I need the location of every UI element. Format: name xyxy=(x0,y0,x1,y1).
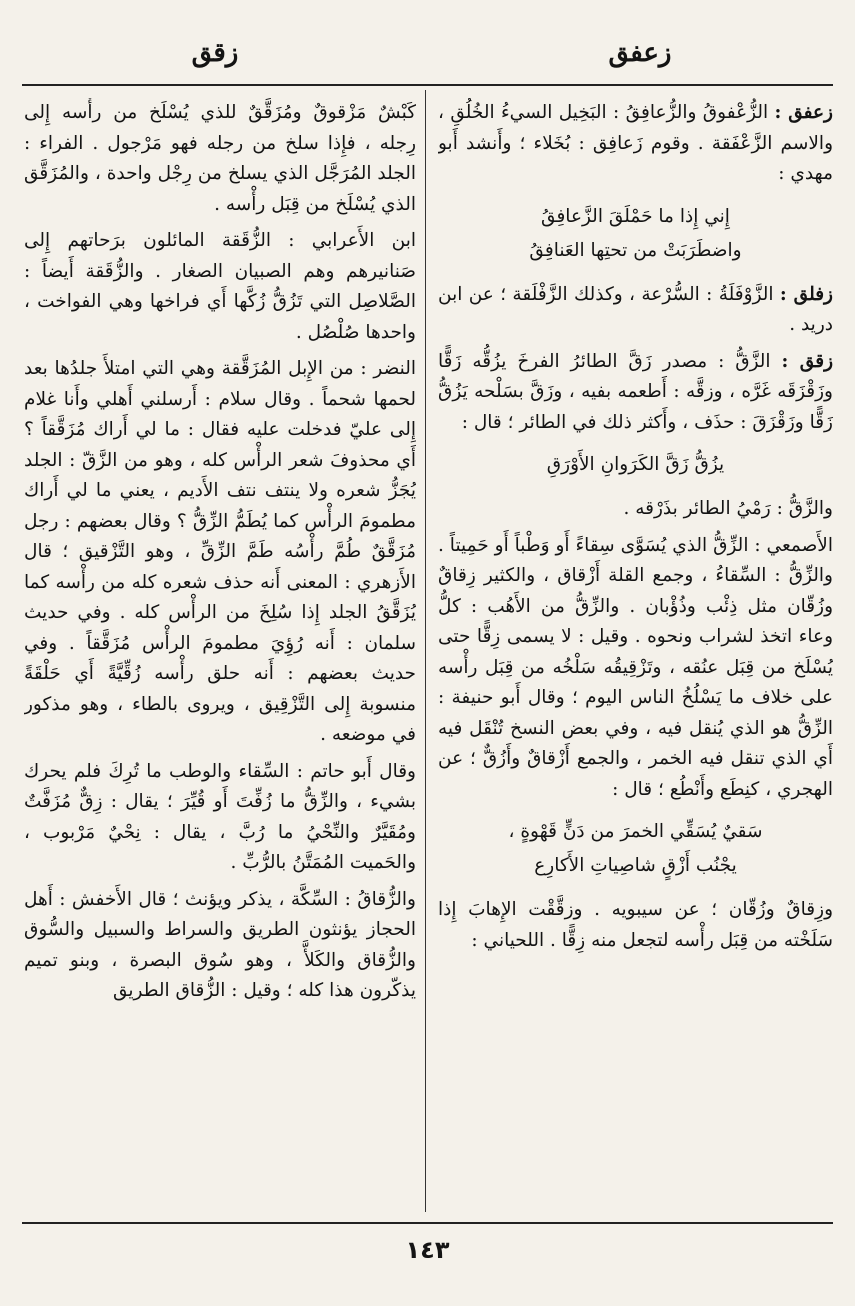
footer-rule xyxy=(22,1222,833,1224)
header-right-word: زعفق xyxy=(608,38,672,68)
verse-line: يجْنُب أَزْقٍ شاصِياتِ الأَكارِع xyxy=(534,855,737,876)
entry-text-zaqaq: الزَّقُّ : مصدر زَقَّ الطائرُ الفرخَ يزُقُّه زَقًّا وزَقْزَقَه غَرَّه ، وزقَّه : أَطعمه بفيه ، وزَقَّ بسَلْحه يَزُقُّ زَقًّا وزَقْزَقَ : حذَف ، وأَكثر ذلك في الطائر ؛ قال : xyxy=(438,350,833,433)
paragraph: والزُّقاقُ : السِّكَّة ، يذكر ويؤنث ؛ قال الأَخفش : أَهل الحجاز يؤنثون الطريق والسراط والسبيل والسُّوق والزُّقاق والكَلأَّ ، وهو سُوق البصرة ، وبنو تميم يذكّرون هذا كله ؛ وقيل : الزُّقاق الطريق xyxy=(24,888,416,1001)
paragraph: النضر : من الإِبل المُزَقَّقة وهي التي امتلأَ جلدُها بعد لحمها شحماً . وقال سلام : أَرسلني أَهلي وأَنا غلام إِلى عليّ فدخلت عليه فقال : ما لي أَراك مُزَقَّقاً ؟ أَي محذوفَ شعر الرأْس كله ، وهو من الزَّقّ : الجلد يُجَزُّ شعره ولا ينتف نتف الأَديم ، يعني ما لي أَراك مطمومَ الرأْس كما يُطَمُّ الزِّقُّ ؟ وقال بعضهم : رجل مُزَقَّقٌ طُمَّ رأْسُه طَمَّ الزِّقِّ ، وهو التَّزْقيق ؛ قال الأَزهري : المعنى أَنه حذف شعره كله من رأْسه كما يُزَقَّقُ الجلد إِذا سُلِخَ من الرأْس كله . وفي حديث سلمان : أَنه رُؤِيَ مطمومَ الرأْس مُزَقَّقاً . وفي حديث بعضهم : أَنه حلق رأْسه زُقِّيَّةً أَي حَلْقَةً منسوبة إِلى التَّزْقِيق ، ويروى بالطاء ، وهو مذكور في موضعه . xyxy=(24,358,416,745)
paragraph: الأَصمعي : الزِّقُّ الذي يُسَوَّى سِقاءً أَو وَطْباً أَو حَمِيتاً . والزِّقُّ : السِّقاءُ ، وجمع القلة أَزْقاق ، والكثير زِقاقٌ وزُقّان مثل ذِئْب وذُؤْبان . والزِّقُّ من الأَهُب : كلُّ وعاء اتخذ لشراب ونحوه . وقيل : لا يسمى زِقًّا حتى يُسْلَخ من قِبَل عنُقه ، وتَزْقِيقُه سَلْخُه من قِبَل رأْسه على خلاف ما يَسْلُخُ الناس اليوم ؛ وقال أَبو حنيفة : الزِّقُّ هو الذي يُنقل فيه ، وفي بعض النسخ تُنْقَل فيه أَي الذي تنقل فيه الخمر ، والجمع أَزْقاقٌ وأَزُقٌّ ؛ عن الهجري ، كنِطَع وأَنْطُع ؛ قال : xyxy=(438,534,833,800)
verse-zaafaq xyxy=(438,200,833,268)
entry-zaqaq xyxy=(438,347,833,439)
verse-karawan xyxy=(438,448,833,482)
right-column xyxy=(438,98,833,1213)
verse-line: إِني إِذا ما حَمْلَقَ الزَّعافِقُ xyxy=(541,205,730,227)
verse-khamr xyxy=(438,815,833,883)
header-left-word: زقق xyxy=(191,38,239,68)
entry-head-zaqaq: زقق : xyxy=(781,350,833,372)
header-rule xyxy=(22,84,833,86)
entry-text-zaafaq: الزُّعْفوقُ والزُّعافِقُ : البَخِيل السيءُ الخُلُقِ ، والاسم الزَّعْفَقة . وقوم زَعافِق : بُخَلاء ؛ وأَنشد أَبو مهدي : xyxy=(438,102,833,184)
paragraph: وزِقاقٌ وزُقّان ؛ عن سيبويه . وزقَّقْت الإِهابَ إِذا سَلَخْته من قِبَل رأْسه لتجعل منه زِقًّا . اللحياني : xyxy=(438,899,833,951)
page-number: ١٤٣ xyxy=(405,1236,450,1264)
page-header xyxy=(0,38,855,82)
entry-head-zaafaq: زعفق : xyxy=(774,102,833,123)
verse-line: واضطَرَبَتْ من تحتِها العَنافِقُ xyxy=(529,239,742,261)
paragraph: كَبْشٌ مَزْقوقٌ ومُزَقَّقٌ للذي يُسْلَخ من رأْسه إِلى رِجله ، فإِذا سلخ من رجله فهو مَرْجول . الفراء : الجلد المُرَجَّل الذي يسلخ من رِجْل واحدة ، والمُزَقَّق الذي يُسْلَخ من قِبَل رأْسه . xyxy=(24,102,416,215)
verse-line: يزُقُّ زَقَّ الكَرَوانِ الأَوْرَقِ xyxy=(546,454,725,475)
column-divider xyxy=(425,90,426,1212)
entry-zafalaq xyxy=(438,280,833,341)
entry-head-zafalaq: زفلق : xyxy=(779,283,833,305)
paragraph: ابن الأَعرابي : الزُّقَقة المائلون برَحاتهم إِلى صَنانيرهم وهم الصبيان الصغار . والزُّقَقة أَيضاً : الصَّلاصِل التي تَزُقُّ زُكَّها أَي فراخها وهي الفواخت ، واحدها صُلْصُل . xyxy=(24,230,416,343)
entry-text-zafalaq: الزَّوْفَلَةُ : السُّرْعة ، وكذلك الزَّفْلَقة ؛ عن ابن دريد . xyxy=(438,283,833,335)
paragraph: والزَّقُّ : رَمْيُ الطائر بذَرْقه . xyxy=(623,498,833,519)
verse-line: سَقيٌ يُسَقِّي الخمرَ من دَنٍّ قَهْوةٍ ، xyxy=(508,821,763,842)
left-column xyxy=(24,98,416,1213)
entry-zaafaq xyxy=(438,98,833,190)
paragraph: وقال أَبو حاتم : السِّقاء والوطب ما تُرِكَ فلم يحرك بشيء ، والزِّقُّ ما زُفِّتَ أَو قُيِّرَ ؛ يقال : زِقٌّ مُزَفَّتٌ ومُقَيَّرٌ والنِّحْيُ ما رُبَّ ، يقال : نِحْيٌ مَرْبوب ، والحَميت المُمَتَّنُ بالرُّبِّ . xyxy=(24,760,416,873)
